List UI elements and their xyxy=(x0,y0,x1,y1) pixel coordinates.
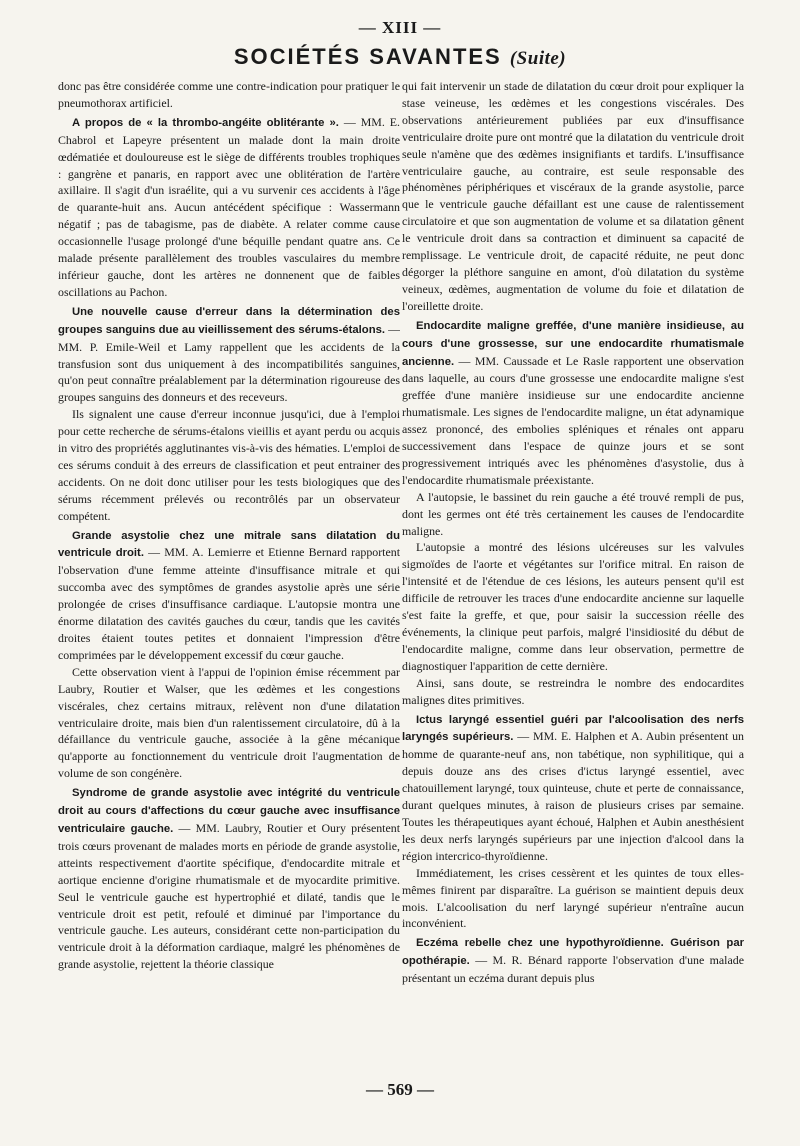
left-column xyxy=(58,78,400,1063)
paragraph-text: Immédiatement, les crises cessèrent et les quintes de toux elles-mêmes finirent par disparaître. La guérison se maintient depuis deux mois. L'alcoolisation du nerf laryngé supérieur n'entraîne aucun inconvénient. xyxy=(402,865,744,931)
paragraph-text: Cette observation vient à l'appui de l'opinion émise récemment par Laubry, Routier et Walser, que les œdèmes et les congestions viscérales, chez certains mitraux, relèvent non d'une dilatation ventriculaire droite, mais bien d'un ralentissement circulatoire, dû à la défaillance du ventricule gauche, associée à la gêne mécanique qu'apporte au fonctionnement du ventricule droit l'augmentation de volume de son congénère. xyxy=(58,664,400,781)
paragraph-text: — MM. P. Emile-Weil et Lamy rappellent que les accidents de la transfusion sont dus uniquement à des incompatibilités sanguines, qu'on peut connaître préalablement par la détermination rigoureuse des groupes sanguins des donneurs et des receveurs. xyxy=(58,321,400,405)
page-number: — 569 — xyxy=(366,1080,434,1099)
right-column xyxy=(402,78,744,1063)
section-title xyxy=(0,44,800,70)
paragraph-text: A l'autopsie, le bassinet du rein gauche a été trouvé rempli de pus, dont les germes ont été très certainement les causes de l'endocardite maligne. xyxy=(402,489,744,538)
paragraph xyxy=(402,711,744,865)
paragraph-text: Ils signalent une cause d'erreur inconnue jusqu'ici, due à l'emploi pour cette recherche de sérums-étalons vieillis et ayant perdu ou acquis in vitro des propriétés agglutinantes vis-à-vis des hématies. L'emploi de ces sérums conduit à des erreurs de classification et peut entrainer des accidents. On ne doit donc utiliser pour les tests biologiques que des sérums récemment prélevés ou recontrôlés par un observateur compétent. xyxy=(58,407,400,523)
paragraph xyxy=(58,303,400,406)
paragraph xyxy=(58,406,400,524)
paragraph-heading: Syndrome de grande asystolie avec intégrité du ventricule droit au cours d'affections du cœur gauche avec insuffisance ventriculaire gauche. xyxy=(58,787,400,835)
paragraph xyxy=(402,865,744,933)
paragraph-text: — MM. Laubry, Routier et Oury présentent trois cœurs provenant de malades morts en période de grande asystolie, atteints respectivement d'aortite spécifique, d'endocardite mitrale et aortique encienne d'origine rhumatismale et de myocardite primitive. Seul le ventricule gauche est hypertrophié et dilaté, tandis que le ventricule droit est petit, refoulé et diminué par l'importance du ventricule gauche. Les auteurs, considérant cette non-participation du ventricule droit à la déformation cardiaque, malgré les phénomènes de grande asystolie, rejettent la théorie classique xyxy=(58,820,400,972)
paragraph xyxy=(402,489,744,540)
paragraph xyxy=(58,78,400,112)
paragraph-text: — MM. A. Lemierre et Etienne Bernard rapportent l'observation d'une femme atteinte d'insuffisance mitrale et qui succomba avec des symptômes de grandes asystolie après une série prolongée de crises d'insuffisance cardiaque. L'autopsie montra une énorme dilatation des cavités gauches du cœur, tandis que les cavités droites étaient toutes petites et donnaient l'impression d'être comprimées par le développement excessif du cœur gauche. xyxy=(58,545,400,662)
paragraph xyxy=(402,539,744,674)
paragraph-text: — MM. Caussade et Le Rasle rapportent une observation dans laquelle, au cours d'une grossesse une endocardite maligne s'est greffée d'une manière insidieuse sur une endocardite ancienne rhumatismale. Les signes de l'endocardite maligne, un état adynamique assez prononcé, des embolies spléniques et rénales ont apparu successivement dans l'espace de quinze jours et se sont progressivement intriqués avec les phénomènes d'asystolie, dus à l'endocardite rhumatismale préexistante. xyxy=(402,353,744,487)
paragraph-heading: Grande asystolie chez une mitrale sans dilatation du ventricule droit. xyxy=(58,529,400,560)
paragraph xyxy=(58,527,400,664)
paragraph xyxy=(58,664,400,782)
paragraph-text: — M. R. Bénard rapporte l'observation d'une malade présentant un eczéma durant depuis plus xyxy=(402,953,744,986)
paragraph-text: qui fait intervenir un stade de dilatation du cœur droit pour expliquer la stase veineuse, les œdèmes et les congestions viscérales. Des observations antérieurement publiées par eux d'insuffisance ventriculaire droite pure ont montré que la dilatation du ventricule droit seule n'amène que des œdèmes insignifiants et tardifs. L'insuffisance ventriculaire gauche, au contraire, est seule responsable des phénomènes périphériques et viscéraux de la grande asystolie, parce que le ventricule gauche défaillant est une cause de ralentissement circulatoire et que son augmentation de volume et sa dilatation gênent le ventricule droit dans sa contraction et diminuent sa capacité de remplissage. Le ventricule droit, de capacité réduite, ne peut donc dégorger la pléthore sanguine en amont, d'où dilatation du système veineux, œdèmes, augmentation de volume du foie et dilatation de l'oreillette droite. xyxy=(402,79,744,313)
paragraph-heading: Ictus laryngé essentiel guéri par l'alcoolisation des nerfs laryngés supérieurs. xyxy=(402,713,744,744)
page-roman-numeral: — XIII — xyxy=(358,18,442,37)
paragraph xyxy=(58,784,400,973)
paragraph xyxy=(58,114,400,301)
paragraph-text: — MM. E. Halphen et A. Aubin présentent un homme de quarante-neuf ans, non tabétique, non syphilitique, qui a depuis douze ans des crises d'ictus laryngé essentiel, avec chatouillement laryngé, toux quinteuse, chute et perte de connaissance, durant quelques minutes, à raison de plusieurs crises par semaine. Toutes les thérapeutiques ayant échoué, Halphen et Aubin anesthésient les deux nerfs laryngés supérieurs par une injection d'alcool dans la région intercrico-thyroïdienne. xyxy=(402,729,744,863)
paragraph-heading: Endocardite maligne greffée, d'une manière insidieuse, au cours d'une grossesse, sur une endocardite rhumatismale ancienne. xyxy=(402,319,744,368)
paragraph-text: Ainsi, sans doute, se restreindra le nombre des endocardites malignes dites primitives. xyxy=(402,675,744,707)
paragraph-text: donc pas être considérée comme une contre-indication pour pratiquer le pneumothorax artificiel. xyxy=(58,79,400,110)
section-title-suffix: (Suite) xyxy=(509,48,567,69)
paragraph xyxy=(402,78,744,315)
paragraph xyxy=(402,934,744,987)
paragraph-heading: Une nouvelle cause d'erreur dans la détermination des groupes sanguins due au vieillissement des sérums-étalons. xyxy=(58,305,400,336)
paragraph-heading: A propos de « la thrombo-angéite oblitérante ». xyxy=(72,116,339,129)
paragraph-heading: Eczéma rebelle chez une hypothyroïdienne. Guérison par opothérapie. xyxy=(402,937,744,968)
paragraph xyxy=(402,675,744,709)
section-title-text: SOCIÉTÉS SAVANTES xyxy=(233,44,502,69)
paragraph-text: L'autopsie a montré des lésions ulcéreuses sur les valvules sigmoïdes de l'aorte et végétantes sur l'orifice mitral. En raison de l'intensité et de l'étendue de ces lésions, les auteurs pensent qu'il est difficile de retrouver les traces d'une endocardite ancienne sur laquelle s'est faite la greffe, et que, pour saisir la succession réelle des événements, la clinique peut parfois, malgré l'insidiosité du début de l'endocardite maligne, comme dans leur observation, permettre de diagnostiquer l'apparition de cette dernière. xyxy=(402,540,744,673)
paragraph xyxy=(402,317,744,489)
paragraph-text: — MM. E. Chabrol et Lapeyre présentent un malade dont la main droite œdématiée et douloureuse est le siège de différents troubles trophiques : gangrène et panaris, en rapport avec une oblitération de l'artère axillaire. Il s'agit d'un israélite, qui a vu survenir ces accidents à l'âge de quarante-huit ans. Aucun antécédent spécifique : Wassermann négatif ; pas de tabagisme, pas de diabète. A relater comme cause occasionnelle l'usage prolongé d'une béquille pendant quatre ans. Ce malade présente parallèlement des troubles vasculaires du membre inférieur gauche, dont les artères ne donnenent que de faibles oscillations au Pachon. xyxy=(58,114,400,299)
